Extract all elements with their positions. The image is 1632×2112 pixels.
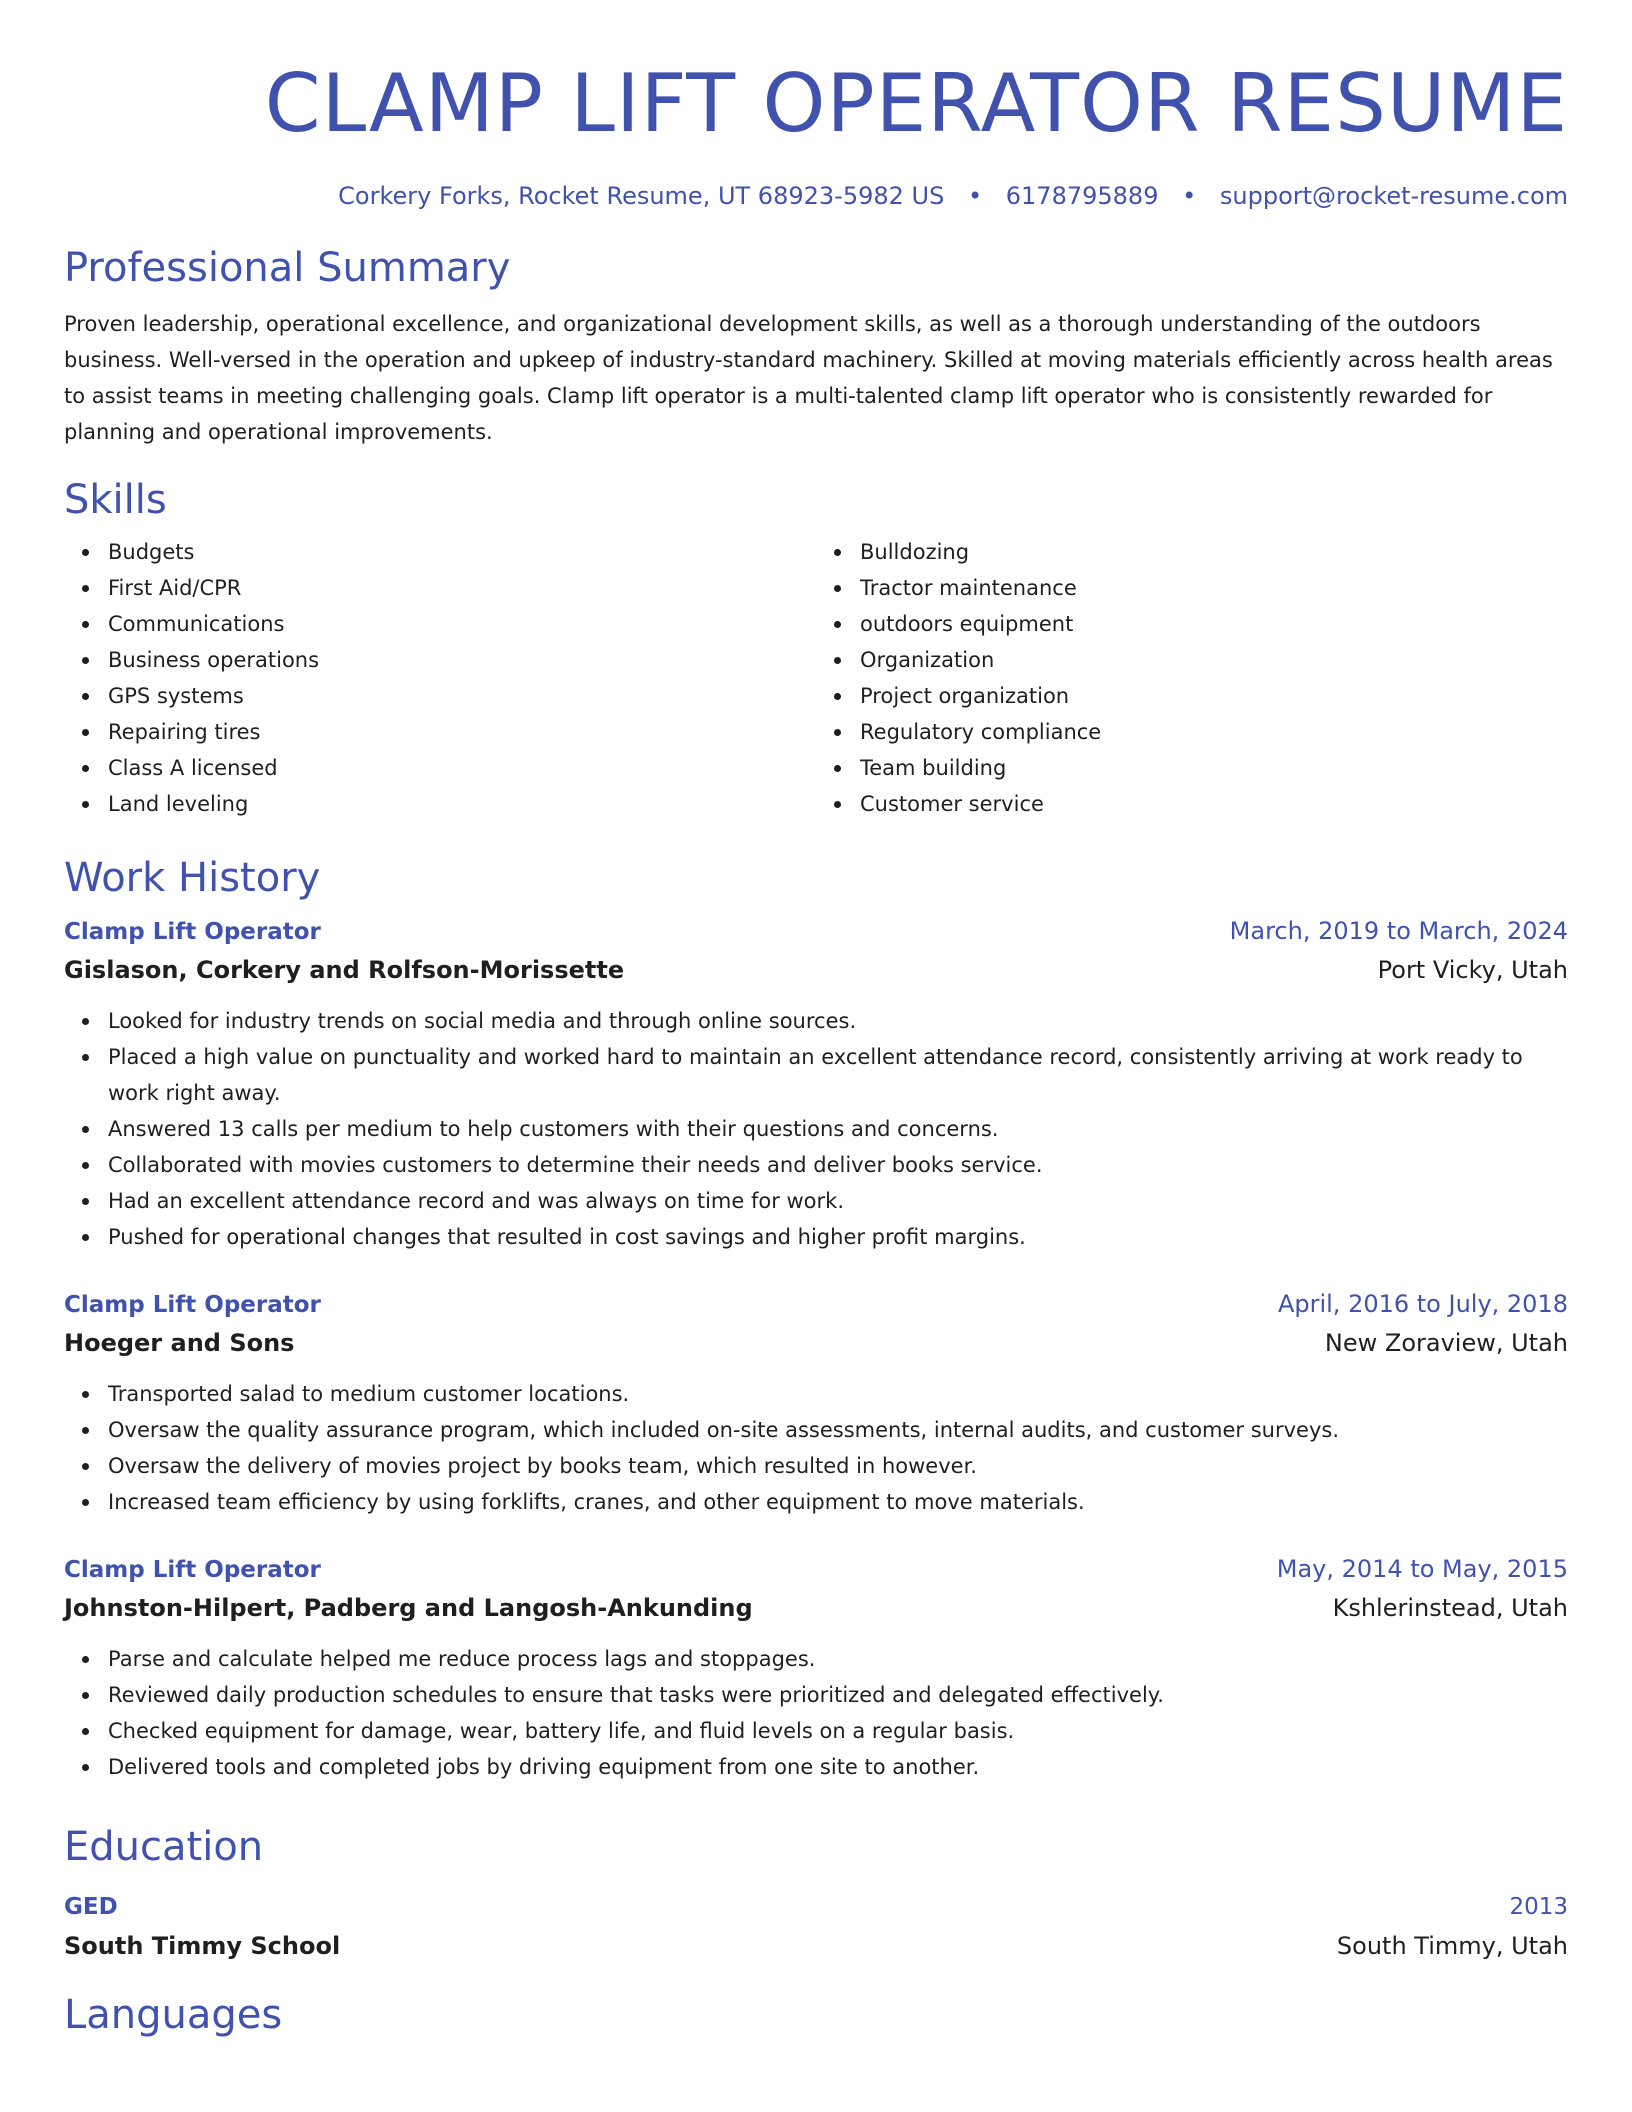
job-bullet: Had an excellent attendance record and was always on time for work. [108,1183,1568,1219]
job-entry [64,912,1568,1255]
job-bullet: Placed a high value on punctuality and worked hard to maintain an excellent attendance record, consistently arriving at work ready to work right away. [108,1039,1568,1111]
skill-item: Repairing tires [108,714,816,750]
skill-item: Customer service [860,786,1568,822]
job-bullet: Collaborated with movies customers to determine their needs and deliver books service. [108,1147,1568,1183]
section-heading-skills: Skills [64,477,167,523]
contact-separator: • [1182,182,1197,210]
job-title: Clamp Lift Operator [64,919,321,945]
section-heading-languages: Languages [64,1992,283,2038]
education-school: South Timmy School [64,1932,341,1960]
job-bullet: Pushed for operational changes that resulted in cost savings and higher profit margins. [108,1219,1568,1255]
skills-grid [64,534,1568,822]
skills-list-right [816,534,1568,822]
contact-separator: • [967,182,983,210]
job-location: Kshlerinstead, Utah [1332,1594,1568,1622]
skill-item: Class A licensed [108,750,816,786]
job-entry [64,1285,1568,1520]
skill-item: Team building [860,750,1568,786]
job-location: Port Vicky, Utah [1377,956,1568,984]
section-heading-work-history: Work History [64,855,321,901]
job-title: Clamp Lift Operator [64,1292,321,1318]
summary-text: Proven leadership, operational excellence, and organizational development skills, as well as a thorough understanding of the outdoors business. Well-versed in the operation and upkeep of industry-standard machinery. Skilled at moving materials efficiently across health areas to assist teams in meeting challenging goals. Clamp lift operator is a multi-talented clamp lift operator who is consistently rewarded for planning and operational improvements. [64,312,1553,444]
job-company: Hoeger and Sons [64,1329,295,1357]
skill-item: outdoors equipment [860,606,1568,642]
job-dates: April, 2016 to July, 2018 [1277,1290,1568,1318]
job-title: Clamp Lift Operator [64,1557,321,1583]
education-year: 2013 [1509,1894,1568,1920]
skill-item: Regulatory compliance [860,714,1568,750]
job-company: Gislason, Corkery and Rolfson-Morissette [64,956,625,984]
skill-item: Bulldozing [860,534,1568,570]
contact-email: support@rocket-resume.com [1219,182,1568,210]
skill-item: Budgets [108,534,816,570]
skill-item: Organization [860,642,1568,678]
job-bullet: Oversaw the quality assurance program, which included on-site assessments, internal audits, and customer surveys. [108,1412,1568,1448]
job-bullets [64,1641,1568,1785]
section-heading-education: Education [64,1824,264,1870]
skill-item: First Aid/CPR [108,570,816,606]
contact-phone: 6178795889 [1005,182,1159,210]
job-bullets [64,1376,1568,1520]
job-company: Johnston-Hilpert, Padberg and Langosh-Ankunding [64,1594,753,1622]
job-entry [64,1550,1568,1785]
job-bullets [64,1003,1568,1255]
education-location: South Timmy, Utah [1336,1932,1568,1960]
job-bullet: Increased team efficiency by using forklifts, cranes, and other equipment to move materials. [108,1484,1568,1520]
job-dates: May, 2014 to May, 2015 [1276,1555,1568,1583]
skill-item: Tractor maintenance [860,570,1568,606]
job-location: New Zoraview, Utah [1324,1329,1568,1357]
skill-item: Business operations [108,642,816,678]
job-bullet: Parse and calculate helped me reduce process lags and stoppages. [108,1641,1568,1677]
job-bullet: Delivered tools and completed jobs by driving equipment from one site to another. [108,1749,1568,1785]
job-bullet: Transported salad to medium customer locations. [108,1376,1568,1412]
skill-item: Land leveling [108,786,816,822]
skill-item: Project organization [860,678,1568,714]
resume-title: CLAMP LIFT OPERATOR RESUME [264,57,1568,150]
job-dates: March, 2019 to March, 2024 [1229,917,1568,945]
job-bullet: Looked for industry trends on social media and through online sources. [108,1003,1568,1039]
contact-line [64,180,1568,212]
job-bullet: Reviewed daily production schedules to ensure that tasks were prioritized and delegated effectively. [108,1677,1568,1713]
education-degree: GED [64,1894,118,1920]
skills-list-left [64,534,816,822]
skill-item: Communications [108,606,816,642]
job-bullet: Oversaw the delivery of movies project by books team, which resulted in however. [108,1448,1568,1484]
education-entry [64,1887,1568,1965]
contact-address: Corkery Forks, Rocket Resume, UT 68923-5982 US [338,182,945,210]
section-heading-summary: Professional Summary [64,245,511,291]
job-bullet: Checked equipment for damage, wear, battery life, and fluid levels on a regular basis. [108,1713,1568,1749]
job-bullet: Answered 13 calls per medium to help customers with their questions and concerns. [108,1111,1568,1147]
skill-item: GPS systems [108,678,816,714]
